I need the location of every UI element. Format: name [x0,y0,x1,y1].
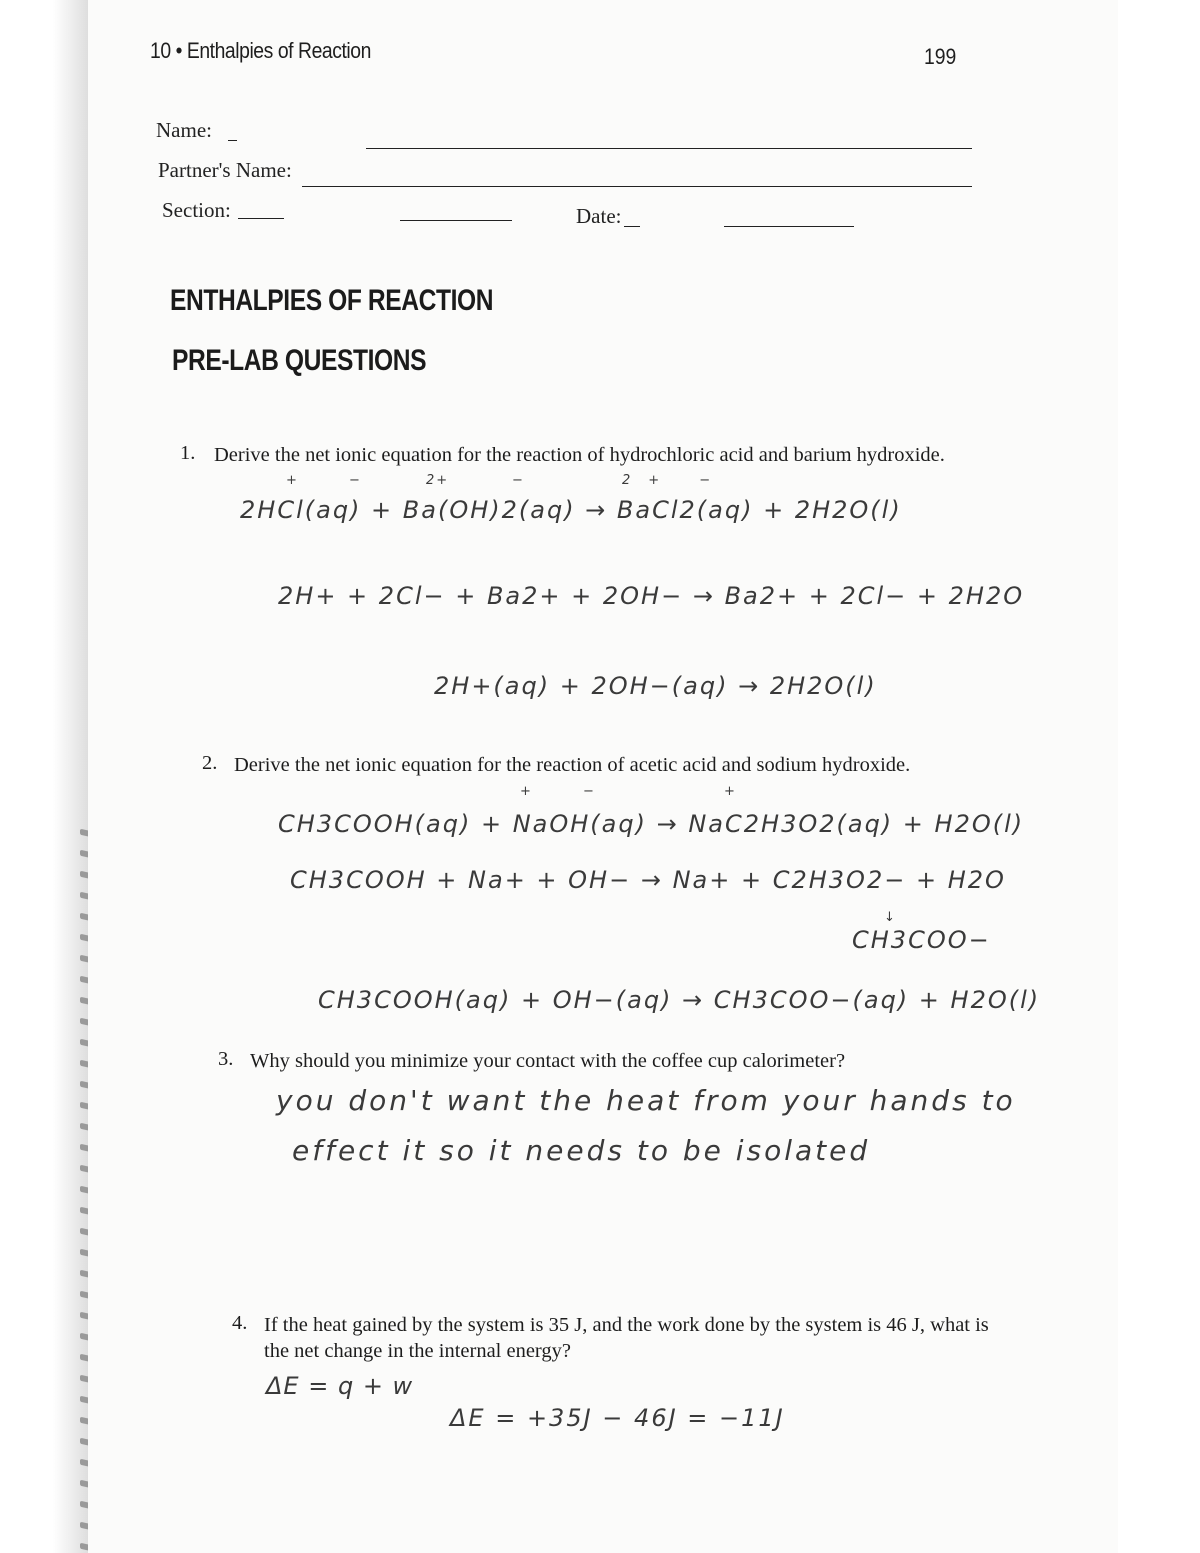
charge-marks: − [512,473,525,488]
charge-marks: + [724,784,737,799]
binding-shadow [0,0,96,1553]
charge-marks: + − [286,473,384,488]
section-line-stub [238,218,284,219]
charge-marks: 2+ [426,473,450,488]
question-text: Derive the net ionic equation for the reaction of hydrochloric acid and barium hydroxide. [214,444,945,466]
handwritten-answer-line: CH3COOH(aq) + OH−(aq) → CH3COO−(aq) + H2O(l) [318,986,1041,1014]
question-number: 4. [232,1312,248,1334]
handwritten-answer-line: 2H+ + 2Cl− + Ba2+ + 2OH− → Ba2+ + 2Cl− + 2H2O [278,582,1025,610]
worksheet-title: ENTHALPIES OF REACTION [170,284,494,317]
arrow-down-mark: ↓ [884,910,897,925]
date-label: Date: [576,204,622,228]
question-number: 3. [218,1048,234,1070]
handwritten-answer-line: you don't want the heat from your hands to [276,1084,1016,1117]
handwritten-answer-line: CH3COOH + Na+ + OH− → Na+ + C2H3O2− + H2O [290,866,1006,894]
question-number: 2. [202,752,218,774]
section-title: PRE-LAB QUESTIONS [172,344,427,377]
question-text: Why should you minimize your contact with the coffee cup calorimeter? [250,1050,846,1072]
section-line[interactable] [400,220,512,221]
handwritten-answer-line: CH3COO− [852,926,991,954]
question-text: the net change in the internal energy? [264,1340,571,1362]
chapter-header: 10 • Enthalpies of Reaction [150,38,371,63]
handwritten-answer-line: CH3COOH(aq) + NaOH(aq) → NaC2H3O2(aq) + H2O(l) [278,810,1025,838]
handwritten-answer-line: ΔE = +35J − 46J = −11J [450,1404,785,1432]
partner-name-label: Partner's Name: [158,158,292,182]
charge-marks: + − [520,784,618,799]
question-text: Derive the net ionic equation for the reaction of acetic acid and sodium hydroxide. [234,754,911,776]
page-number: 199 [924,44,957,69]
name-line-stub [228,140,237,141]
name-label: Name: [156,118,212,142]
question-number: 1. [180,442,196,464]
handwritten-answer-line: 2H+(aq) + 2OH−(aq) → 2H2O(l) [434,672,877,700]
charge-marks: 2+ − [622,473,729,488]
handwritten-answer-line: ΔE = q + w [266,1372,414,1400]
name-line[interactable] [366,148,972,149]
partner-name-line[interactable] [302,186,972,187]
section-label: Section: [162,198,231,222]
question-text: If the heat gained by the system is 35 J, and the work done by the system is 46 J, what is [264,1314,989,1336]
date-line-stub [624,226,640,227]
date-line[interactable] [724,226,854,227]
handwritten-answer-line: 2HCl(aq) + Ba(OH)2(aq) → BaCl2(aq) + 2H2O(l) [240,496,902,524]
handwritten-answer-line: effect it so it needs to be isolated [292,1134,871,1167]
